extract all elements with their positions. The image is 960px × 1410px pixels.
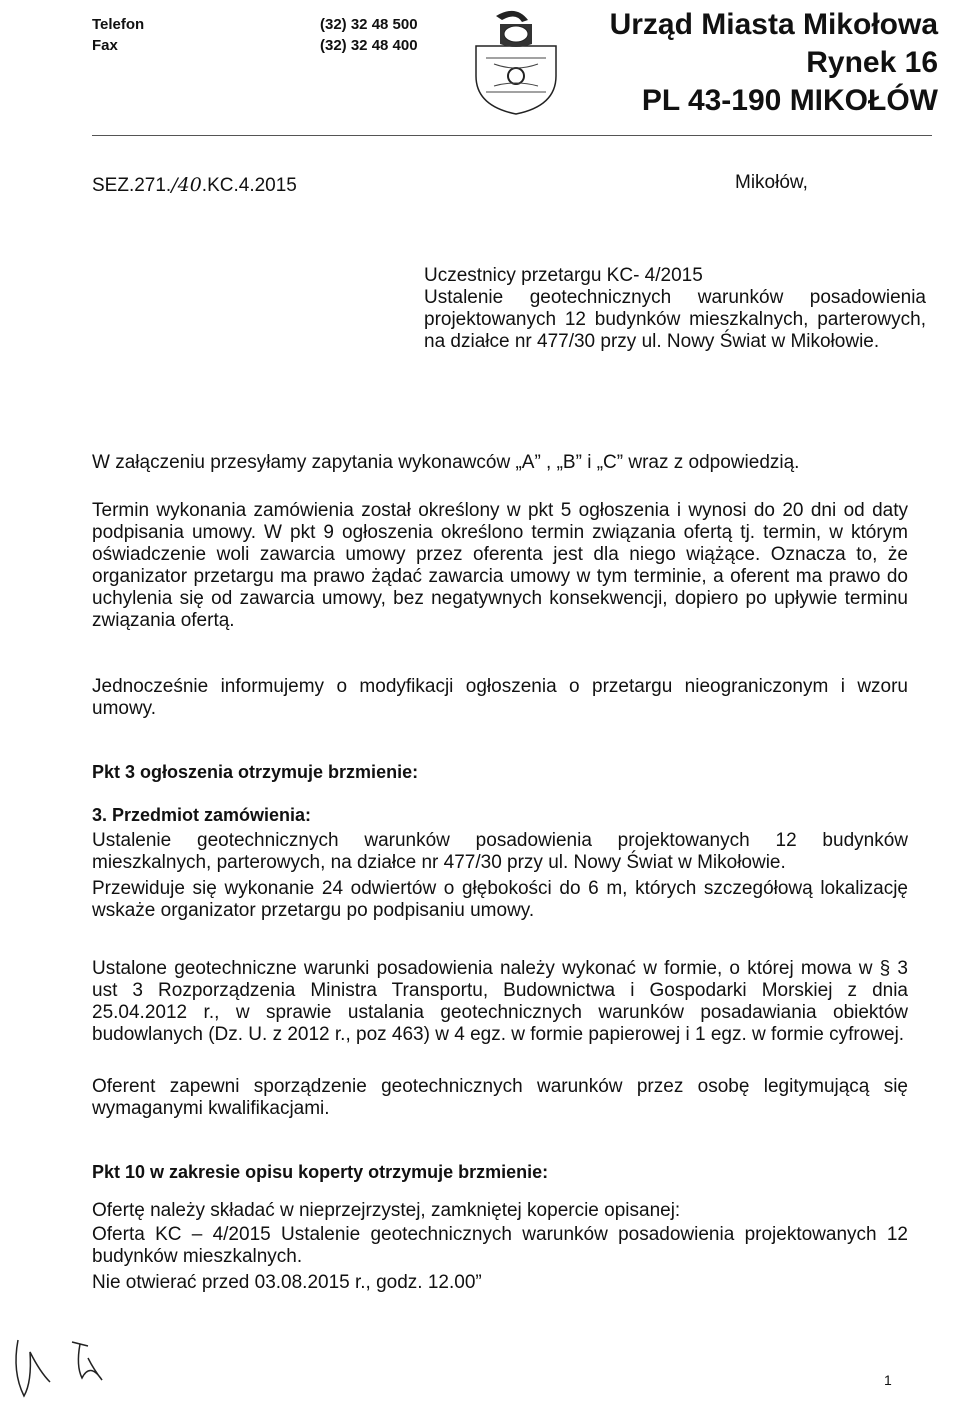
paragraph-7 <box>92 1076 908 1120</box>
paragraph-1 <box>92 452 908 474</box>
paragraph-8-text: Ofertę należy składać w nieprzejrzystej, zamkniętej kopercie opisanej: <box>92 1200 681 1221</box>
paragraph-1-text: W załączeniu przesyłamy zapytania wykonawców „A” , „B” i „C” wraz z odpowiedzią. <box>92 452 800 473</box>
reference-prefix: SEZ.271. <box>92 175 172 196</box>
paragraph-3-text: Jednocześnie informujemy o modyfikacji ogłoszenia o przetargu nieograniczonym i wzoru umowy. <box>92 676 908 719</box>
subject-block <box>424 265 926 353</box>
phone-label: Telefon <box>92 16 145 33</box>
paragraph-4-text: Ustalenie geotechnicznych warunków posadowienia projektowanych 12 budynków mieszkalnych, parterowych, na działce nr 477/30 przy ul. Nowy Świat w Mikołowie. <box>92 830 908 873</box>
office-street: Rynek 16 <box>806 46 938 79</box>
paragraph-10 <box>92 1272 908 1294</box>
reference-handwritten: /40 <box>171 174 202 196</box>
paragraph-2 <box>92 500 908 632</box>
heading-pkt-3: Pkt 3 ogłoszenia otrzymuje brzmienie: <box>92 762 419 782</box>
handwritten-initials-signature <box>10 1322 130 1407</box>
subject-line-1: Uczestnicy przetargu KC- 4/2015 <box>424 265 703 286</box>
reference-number <box>92 174 297 197</box>
heading-pkt-10: Pkt 10 w zakresie opisu koperty otrzymuje brzmienie: <box>92 1162 549 1182</box>
paragraph-10-text: Nie otwierać przed 03.08.2015 r., godz. 12.00” <box>92 1272 482 1293</box>
paragraph-9 <box>92 1224 908 1268</box>
paragraph-8 <box>92 1200 908 1222</box>
paragraph-6-text: Ustalone geotechniczne warunki posadowienia należy wykonać w formie, o której mowa w § 3 ust 3 Rozporządzenia Ministra Transportu, Budownictwa i Gospodarki Morskiej z dnia 25.04.2012 r., w sprawie ustalania geotechnicznych warunków posadawiania obiektów budowlanych (Dz. U. z 2012 r., poz 463) w 4 egz. w formie papierowej i 1 egz. w formie cyfrowej. <box>92 958 908 1045</box>
contact-labels <box>92 14 144 56</box>
page-number: 1 <box>884 1372 892 1388</box>
subheading-przedmiot: 3. Przedmiot zamówienia: <box>92 805 312 825</box>
coat-of-arms-logo <box>466 6 566 121</box>
paragraph-9-text: Oferta KC – 4/2015 Ustalenie geotechnicznych warunków posadowienia projektowanych 12 budynków mieszkalnych. <box>92 1224 908 1267</box>
paragraph-5-text: Przewiduje się wykonanie 24 odwiertów o głębokości do 6 m, których szczegółową lokalizację wskaże organizator przetargu po podpisaniu umowy. <box>92 878 908 921</box>
subject-line-2: Ustalenie geotechnicznych warunków posadowienia projektowanych 12 budynków mieszkalnych, parterowych, na działce nr 477/30 przy ul. Nowy Świat w Mikołowie. <box>424 287 926 352</box>
fax-number: (32) 32 48 400 <box>320 37 418 54</box>
office-name: Urząd Miasta Mikołowa <box>609 8 938 41</box>
fax-label: Fax <box>92 37 118 54</box>
paragraph-6 <box>92 958 908 1046</box>
paragraph-3 <box>92 676 908 720</box>
header-divider <box>92 135 932 136</box>
office-address <box>610 6 938 120</box>
reference-suffix: .KC.4.2015 <box>201 175 297 196</box>
phone-number: (32) 32 48 500 <box>320 16 418 33</box>
paragraph-2-text: Termin wykonania zamówienia został określony w pkt 5 ogłoszenia i wynosi do 20 dni od daty podpisania umowy. W pkt 9 ogłoszenia określono termin związania ofertą tj. termin, w którym oświadczenie woli zawarcia umowy przez oferenta jest dla niego wiążące. Oznacza to, że organizator przetargu ma prawo żądać zawarcia umowy w tym terminie, a oferent ma prawo do uchylenia się od zawarcia umowy, bez negatywnych konsekwencji, dopiero po upływie terminu związania ofertą. <box>92 500 908 631</box>
office-city: PL 43-190 MIKOŁÓW <box>641 84 938 117</box>
paragraph-4 <box>92 830 908 874</box>
paragraph-5 <box>92 878 908 922</box>
paragraph-7-text: Oferent zapewni sporządzenie geotechnicznych warunków przez osobę legitymującą się wymaganymi kwalifikacjami. <box>92 1076 908 1119</box>
contact-values <box>320 14 418 56</box>
place-date: Mikołów, <box>735 172 808 193</box>
